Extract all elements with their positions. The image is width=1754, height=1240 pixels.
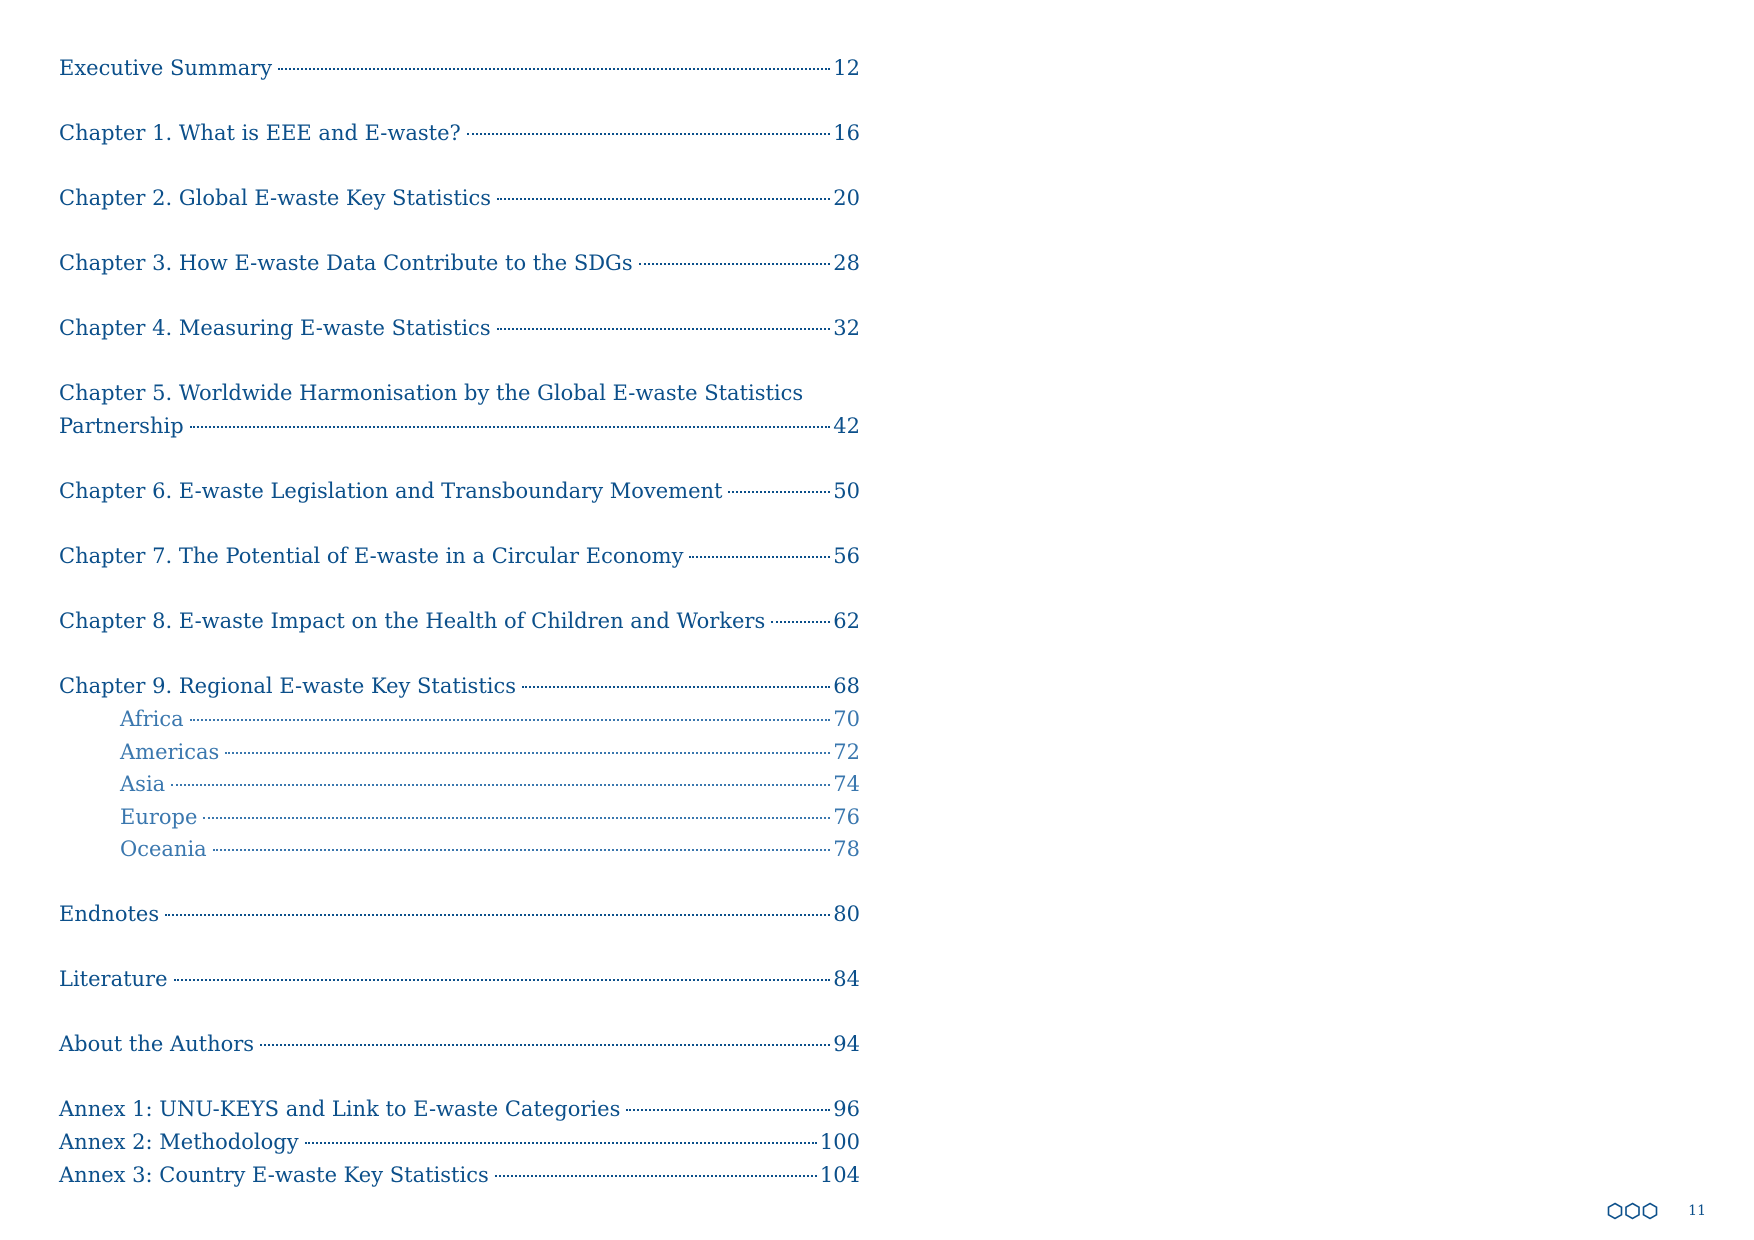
dot-leader	[495, 1175, 817, 1177]
three-hexagons-icon	[1607, 1202, 1658, 1220]
dot-leader	[174, 979, 831, 981]
toc-entry-title: Chapter 6. E-waste Legislation and Transboundary Movement	[59, 479, 723, 503]
toc-entry-page: 84	[833, 966, 860, 991]
toc-entry-page: 56	[833, 544, 860, 568]
toc-subentry-title: Europe	[120, 804, 198, 829]
toc-subentry-page: 78	[833, 837, 860, 861]
page-number: 11	[1688, 1203, 1706, 1219]
toc-entry-title: Endnotes	[59, 901, 160, 926]
toc-entry-title: About the Authors	[59, 1031, 255, 1056]
toc-entry-about-the-authors[interactable]	[59, 1028, 860, 1061]
toc-subentry-page: 72	[833, 739, 860, 764]
page-footer	[1607, 1202, 1706, 1220]
dot-leader	[626, 1109, 830, 1111]
toc-subentry-oceania[interactable]	[59, 833, 860, 866]
toc-entry-page: 32	[833, 316, 860, 340]
toc-entry-title: Executive Summary	[59, 56, 273, 80]
toc-entry-chapter-1[interactable]	[59, 117, 860, 150]
dot-leader	[467, 133, 830, 135]
toc-subentry-page: 74	[833, 772, 860, 796]
toc-subentry-title: Americas	[120, 739, 220, 764]
dot-leader	[225, 752, 830, 754]
dot-leader	[171, 784, 830, 786]
toc-entry-page: 28	[833, 251, 860, 275]
toc-entry-page: 104	[819, 1162, 860, 1187]
toc-entry-executive-summary[interactable]	[59, 52, 860, 85]
toc-entry-page: 80	[833, 901, 860, 926]
toc-entry-page: 94	[833, 1031, 860, 1056]
toc-entry-page: 62	[833, 609, 860, 633]
toc-entry-title: Chapter 9. Regional E-waste Key Statistics	[59, 674, 517, 698]
toc-entry-title-line-2: Partnership	[59, 414, 184, 438]
toc-entry-title: Chapter 4. Measuring E-waste Statistics	[59, 316, 491, 340]
dot-leader	[260, 1044, 830, 1046]
toc-entry-page: 68	[833, 674, 860, 698]
toc-entry-page: 20	[833, 186, 860, 210]
dot-leader	[639, 263, 831, 265]
toc-entry-page: 50	[833, 479, 860, 503]
dot-leader	[497, 198, 830, 200]
toc-entry-chapter-3[interactable]	[59, 247, 860, 280]
toc-entry-title: Chapter 8. E-waste Impact on the Health of Children and Workers	[59, 609, 766, 633]
toc-entry-title: Literature	[59, 966, 168, 991]
toc-entry-page: 42	[833, 414, 860, 438]
dot-leader	[689, 556, 830, 558]
toc-entry-page: 100	[819, 1129, 860, 1154]
toc-entry-endnotes[interactable]	[59, 898, 860, 931]
toc-entry-chapter-5[interactable]	[59, 377, 860, 443]
toc-entry-page: 12	[833, 56, 860, 80]
toc-subentry-africa[interactable]	[59, 703, 860, 736]
toc-entry-title: Chapter 3. How E-waste Data Contribute to the SDGs	[59, 251, 633, 275]
dot-leader	[278, 68, 830, 70]
toc-subentry-title: Oceania	[120, 837, 207, 861]
toc-entry-title: Annex 1: UNU-KEYS and Link to E-waste Categories	[59, 1096, 621, 1121]
toc-entry-annex-1[interactable]	[59, 1093, 860, 1126]
toc-entry-page: 16	[833, 121, 860, 145]
toc-entry-title: Annex 2: Methodology	[59, 1129, 299, 1154]
toc-subentry-europe[interactable]	[59, 801, 860, 834]
toc-entry-title: Chapter 1. What is EEE and E-waste?	[59, 121, 461, 145]
toc-entry-title: Chapter 2. Global E-waste Key Statistics	[59, 186, 492, 210]
toc-subentry-asia[interactable]	[59, 768, 860, 801]
toc-subentry-americas[interactable]	[59, 736, 860, 769]
table-of-contents	[59, 52, 860, 1192]
dot-leader	[305, 1142, 817, 1144]
dot-leader	[165, 914, 830, 916]
toc-entry-page: 96	[833, 1096, 860, 1121]
dot-leader	[190, 426, 831, 428]
dot-leader	[203, 817, 830, 819]
dot-leader	[522, 686, 830, 688]
toc-subentry-title: Africa	[120, 707, 184, 731]
toc-entry-annex-2[interactable]	[59, 1126, 860, 1159]
toc-entry-annex-3[interactable]	[59, 1159, 860, 1192]
dot-leader	[771, 621, 830, 623]
toc-entry-title: Chapter 7. The Potential of E-waste in a Circular Economy	[59, 544, 684, 568]
dot-leader	[728, 491, 830, 493]
toc-entry-chapter-9[interactable]	[59, 670, 860, 703]
dot-leader	[497, 328, 831, 330]
toc-entry-title: Annex 3: Country E-waste Key Statistics	[59, 1162, 489, 1187]
dot-leader	[190, 719, 831, 721]
toc-entry-chapter-8[interactable]	[59, 605, 860, 638]
toc-subentry-page: 76	[833, 804, 860, 829]
toc-subentry-title: Asia	[120, 772, 166, 796]
toc-entry-chapter-2[interactable]	[59, 182, 860, 215]
toc-entry-chapter-4[interactable]	[59, 312, 860, 345]
toc-entry-title-line-1: Chapter 5. Worldwide Harmonisation by the Global E-waste Statistics	[59, 381, 804, 405]
toc-entry-chapter-6[interactable]	[59, 475, 860, 508]
toc-entry-literature[interactable]	[59, 963, 860, 996]
toc-entry-chapter-7[interactable]	[59, 540, 860, 573]
dot-leader	[213, 849, 831, 851]
toc-subentry-page: 70	[833, 707, 860, 731]
